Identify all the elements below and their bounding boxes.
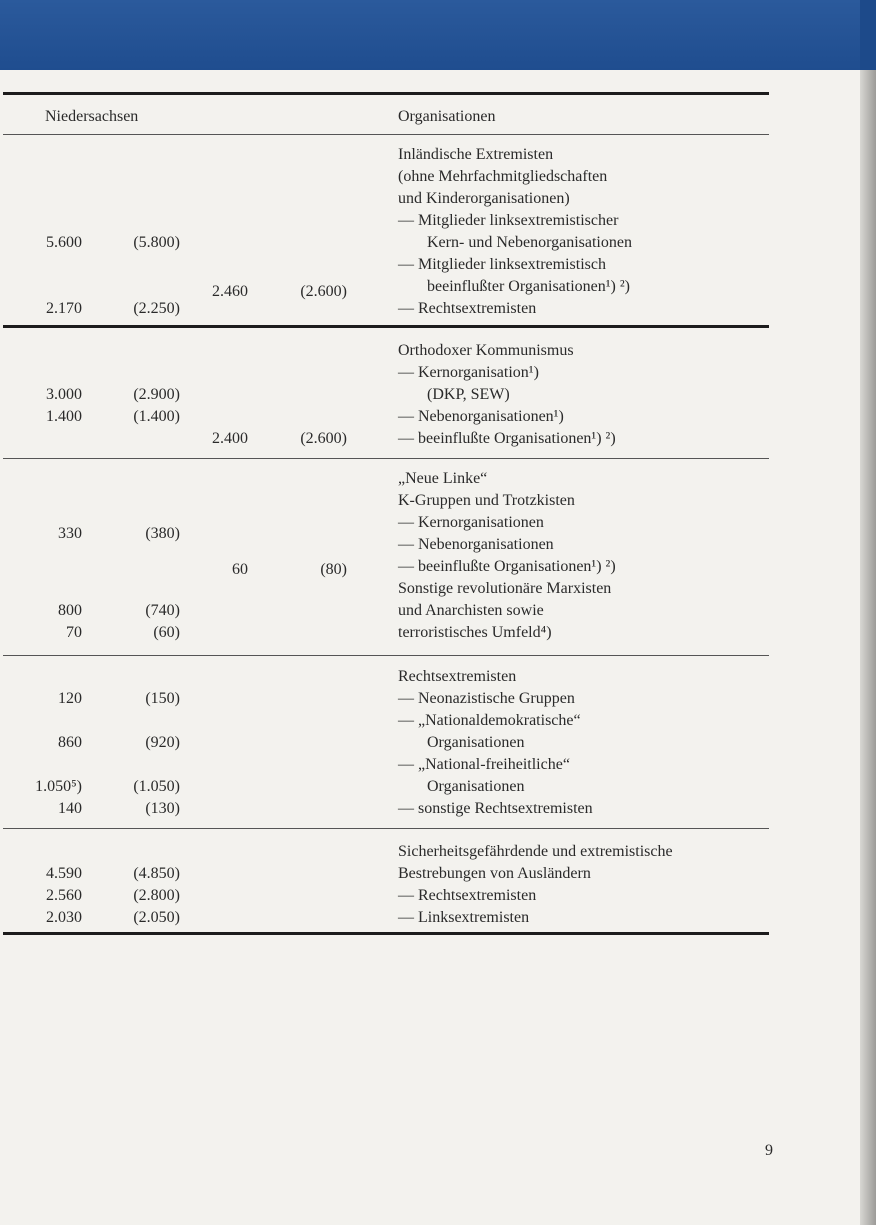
- org-line: Orthodoxer Kommunismus: [398, 342, 574, 359]
- value-current: 800: [58, 602, 82, 619]
- value-current: 330: [58, 525, 82, 542]
- value-current: 2.170: [46, 300, 82, 317]
- value-current: 860: [58, 734, 82, 751]
- value-current: 2.030: [46, 909, 82, 926]
- org-line: Inländische Extremisten: [398, 146, 554, 163]
- value-previous: (1.050): [133, 778, 180, 795]
- org-line: Sicherheitsgefährdende und extremistische: [398, 843, 673, 860]
- org-line: „Neue Linke“: [398, 470, 488, 487]
- value-previous: (130): [145, 800, 180, 817]
- org-line: — Mitglieder linksextremistisch: [398, 256, 606, 273]
- org-line: — sonstige Rechtsextremisten: [398, 800, 593, 817]
- header-region: Niedersachsen: [45, 108, 139, 125]
- value-previous: (380): [145, 525, 180, 542]
- value-previous: (2.900): [133, 386, 180, 403]
- org-line: (DKP, SEW): [427, 386, 510, 403]
- value-previous: (4.850): [133, 865, 180, 882]
- value-previous: (2.050): [133, 909, 180, 926]
- value-current: 70: [66, 624, 82, 641]
- org-line: beeinflußter Organisationen¹) ²): [427, 278, 631, 295]
- section-rule-4: [3, 828, 769, 829]
- value-influenced-current: 2.400: [212, 430, 248, 447]
- top-rule: [3, 92, 769, 95]
- org-line: Organisationen: [427, 778, 525, 795]
- value-influenced-current: 60: [232, 561, 248, 578]
- value-current: 1.050⁵): [35, 778, 82, 795]
- value-previous: (5.800): [133, 234, 180, 251]
- org-line: und Anarchisten sowie: [398, 602, 544, 619]
- page-edge: [860, 0, 876, 1225]
- org-line: — Linksextremisten: [398, 909, 530, 926]
- value-influenced-previous: (2.600): [300, 430, 347, 447]
- top-banner: [0, 0, 862, 70]
- org-line: Bestrebungen von Ausländern: [398, 865, 591, 882]
- value-influenced-current: 2.460: [212, 283, 248, 300]
- org-line: Kern- und Nebenorganisationen: [427, 234, 632, 251]
- value-previous: (2.250): [133, 300, 180, 317]
- value-influenced-previous: (2.600): [300, 283, 347, 300]
- org-line: Rechtsextremisten: [398, 668, 517, 685]
- value-previous: (920): [145, 734, 180, 751]
- org-line: — Nebenorganisationen¹): [398, 408, 564, 425]
- org-line: — Kernorganisation¹): [398, 364, 539, 381]
- value-current: 3.000: [46, 386, 82, 403]
- org-line: — Rechtsextremisten: [398, 887, 537, 904]
- value-previous: (60): [153, 624, 180, 641]
- org-line: — „Nationaldemokratische“: [398, 712, 581, 729]
- section-rule-3: [3, 655, 769, 656]
- value-influenced-previous: (80): [320, 561, 347, 578]
- org-line: — „National-freiheitliche“: [398, 756, 570, 773]
- org-line: — beeinflußte Organisationen¹) ²): [398, 430, 616, 447]
- org-line: (ohne Mehrfachmitgliedschaften: [398, 168, 608, 185]
- page-number: 9: [765, 1142, 773, 1159]
- org-line: Organisationen: [427, 734, 525, 751]
- value-current: 1.400: [46, 408, 82, 425]
- value-current: 2.560: [46, 887, 82, 904]
- header-organisations: Organisationen: [398, 108, 496, 125]
- value-previous: (740): [145, 602, 180, 619]
- value-current: 4.590: [46, 865, 82, 882]
- org-line: und Kinderorganisationen): [398, 190, 570, 207]
- org-line: — Mitglieder linksextremistischer: [398, 212, 619, 229]
- org-line: — beeinflußte Organisationen¹) ²): [398, 558, 616, 575]
- section-rule-1: [3, 325, 769, 328]
- org-line: — Rechtsextremisten: [398, 300, 537, 317]
- org-line: K-Gruppen und Trotzkisten: [398, 492, 575, 509]
- value-current: 5.600: [46, 234, 82, 251]
- bottom-rule: [3, 932, 769, 935]
- section-rule-2: [3, 458, 769, 459]
- org-line: — Kernorganisationen: [398, 514, 544, 531]
- org-line: Sonstige revolutionäre Marxisten: [398, 580, 612, 597]
- value-current: 120: [58, 690, 82, 707]
- value-previous: (150): [145, 690, 180, 707]
- org-line: — Neonazistische Gruppen: [398, 690, 575, 707]
- org-line: terroristisches Umfeld⁴): [398, 624, 552, 641]
- header-rule: [3, 134, 769, 135]
- value-previous: (2.800): [133, 887, 180, 904]
- value-previous: (1.400): [133, 408, 180, 425]
- value-current: 140: [58, 800, 82, 817]
- org-line: — Nebenorganisationen: [398, 536, 554, 553]
